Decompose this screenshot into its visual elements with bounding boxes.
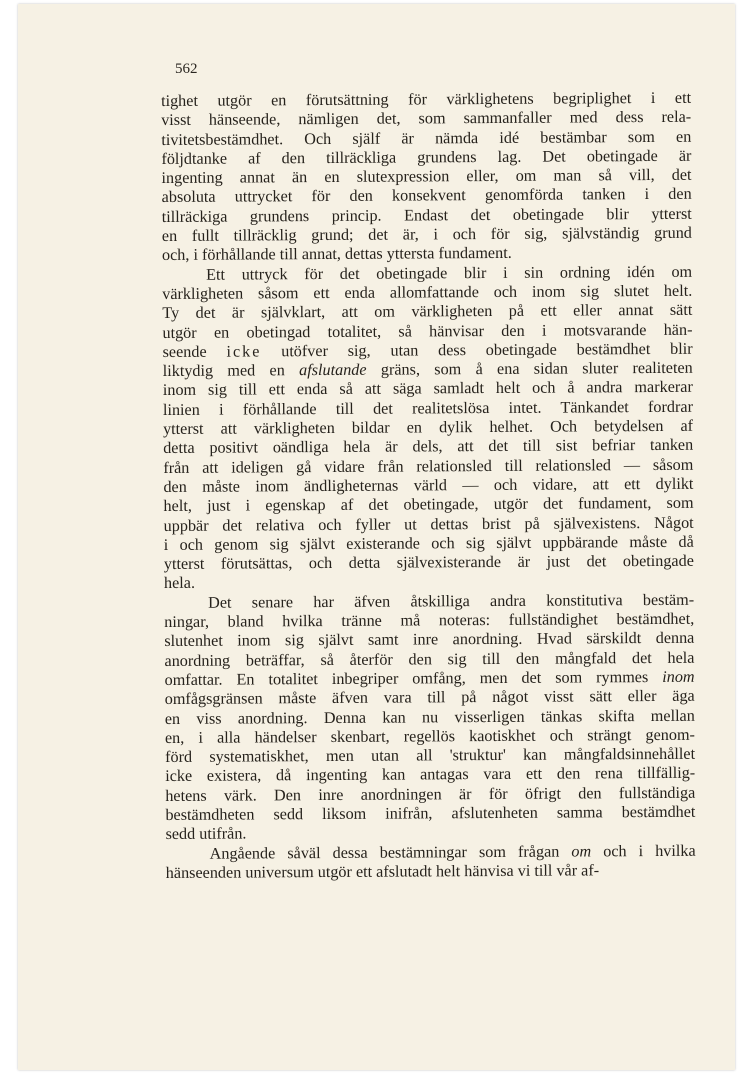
text-line: uppbär det relativa och fyller ut dettas brist på självexistens. Något [163, 513, 694, 535]
text-segment: utöfver sig, utan dess obetingade bestämdhet blir [261, 339, 693, 361]
text-line: helt, just i egenskap af det obetingade, utgör det fundament, som [163, 493, 694, 516]
text-segment: omfattar. En totalitet inbegriper omfång, men det som rymmes [164, 667, 663, 689]
text-line: hänseenden universum utgör ett afslutadt helt hänvisa vi till vår af- [165, 861, 600, 882]
text-line: en fullt tillräcklig grund; det är, i och för sig, självständig grund [161, 223, 692, 246]
text-segment: seende [162, 342, 227, 361]
text-line: hela. [163, 574, 196, 593]
text-line: Ett uttryck för det obetingade blir i sin ordning idén om [206, 262, 693, 284]
text-segment: liktydig med en [162, 361, 300, 381]
text-line: ningar, bland hvilka tränne må noteras: fullständighet bestämdhet, [164, 609, 695, 632]
text-line: tighet utgör en förutsättning för värklighetens begriplighet i ett [161, 88, 692, 110]
text-line: hetens värk. Den inre anordningen är för öfrigt den fullständiga [165, 783, 696, 805]
text-line: icke existera, då ingenting kan antagas vara ett den rena tillfällig- [165, 764, 696, 786]
italic-text: inom [662, 667, 695, 686]
text-line: värkligheten såsom ett enda allomfattande och inom sig slutet helt. [162, 281, 693, 303]
paragraph [162, 262, 694, 593]
text-line: detta positivt oändliga hela är dels, att det till sist befriar tanken [163, 436, 694, 458]
text-line [166, 841, 696, 864]
text-line: tillräckiga grundens princip. Endast det obetingade blir ytterst [161, 204, 692, 226]
text-line: följdtanke af den tillräckliga grundens lag. Det obetingade är [161, 146, 692, 168]
text-line: bestämdheten sedd liksom inifrån, afslutenheten samma bestämdhet [165, 802, 696, 824]
body-text [161, 89, 696, 883]
text-line: en viss anordning. Denna kan nu visserligen tänkas skifta mellan [164, 706, 695, 728]
text-line: slutenhet inom sig självt samt inre anordning. Hvad särskildt denna [164, 629, 695, 651]
text-line: inom sig till ett enda så att säga samladt helt och å andra markerar [162, 378, 693, 400]
paragraph [166, 841, 696, 883]
text-line: en, i alla händelser skenbart, regellös kaotiskhet och strängt genom- [164, 725, 695, 747]
text-line: från att ideligen gå vidare från relationsled till relationsled — såsom [163, 455, 694, 477]
paragraph [161, 89, 692, 266]
text-line: tivitetsbestämdhet. Och själf är nämda idé bestämbar som en [161, 127, 692, 149]
text-line: utgör en obetingad totalitet, så hänvisar den i motsvarande hän- [162, 320, 693, 342]
text-line: ingenting annat än en slutexpression eller, om man så vill, det [161, 165, 692, 188]
text-line: och, i förhållande till annat, dettas yttersta fundament. [161, 244, 512, 265]
page-number: 562 [175, 61, 198, 77]
text-line: förd systematiskhet, men utan all 'struktur' kan mångfaldsinnehållet [165, 744, 696, 767]
text-line: sedd utifrån. [165, 824, 247, 844]
paragraph [164, 590, 696, 844]
text-line: ytterst att värkligheten bildar en dylik helhet. Och betydelsen af [163, 416, 694, 439]
text-line: Ty det är självklart, att om värkligheten på ett eller annat sätt [162, 301, 693, 323]
text-line: omfågsgränsen måste äfven vara till på något visst sätt eller äga [164, 686, 695, 709]
book-page [18, 4, 735, 1070]
text-line: anordning beträffar, så återför den sig till den mångfald det hela [164, 648, 695, 670]
text-line: absoluta uttrycket för den konsekvent genomförda tanken i den [161, 185, 692, 207]
italic-text: afslutande [299, 360, 367, 380]
text-segment: gräns, som å ena sidan sluter realiteten [366, 358, 693, 379]
text-line: visst hänseende, nämligen det, som sammanfaller med dess rela- [161, 108, 692, 130]
text-line: den måste inom ändligheternas värld — och vidare, att ett dylikt [163, 474, 694, 496]
italic-text: om [571, 841, 592, 861]
text-segment: Angående såväl dessa bestämningar som frågan [209, 842, 572, 863]
text-line: ytterst förutsättas, och detta självexisterande är just det obetingade [163, 551, 694, 574]
spaced-text: icke [226, 342, 262, 361]
text-line: i och genom sig självt existerande och sig självt uppbärande måste då [163, 532, 694, 554]
text-segment: och i hvilka [591, 841, 696, 860]
text-line: Det senare har äfven åtskilliga andra konstitutiva bestäm- [208, 590, 695, 612]
text-line: linien i förhållande till det realitetslösa intet. Tänkandet fordrar [162, 397, 693, 419]
